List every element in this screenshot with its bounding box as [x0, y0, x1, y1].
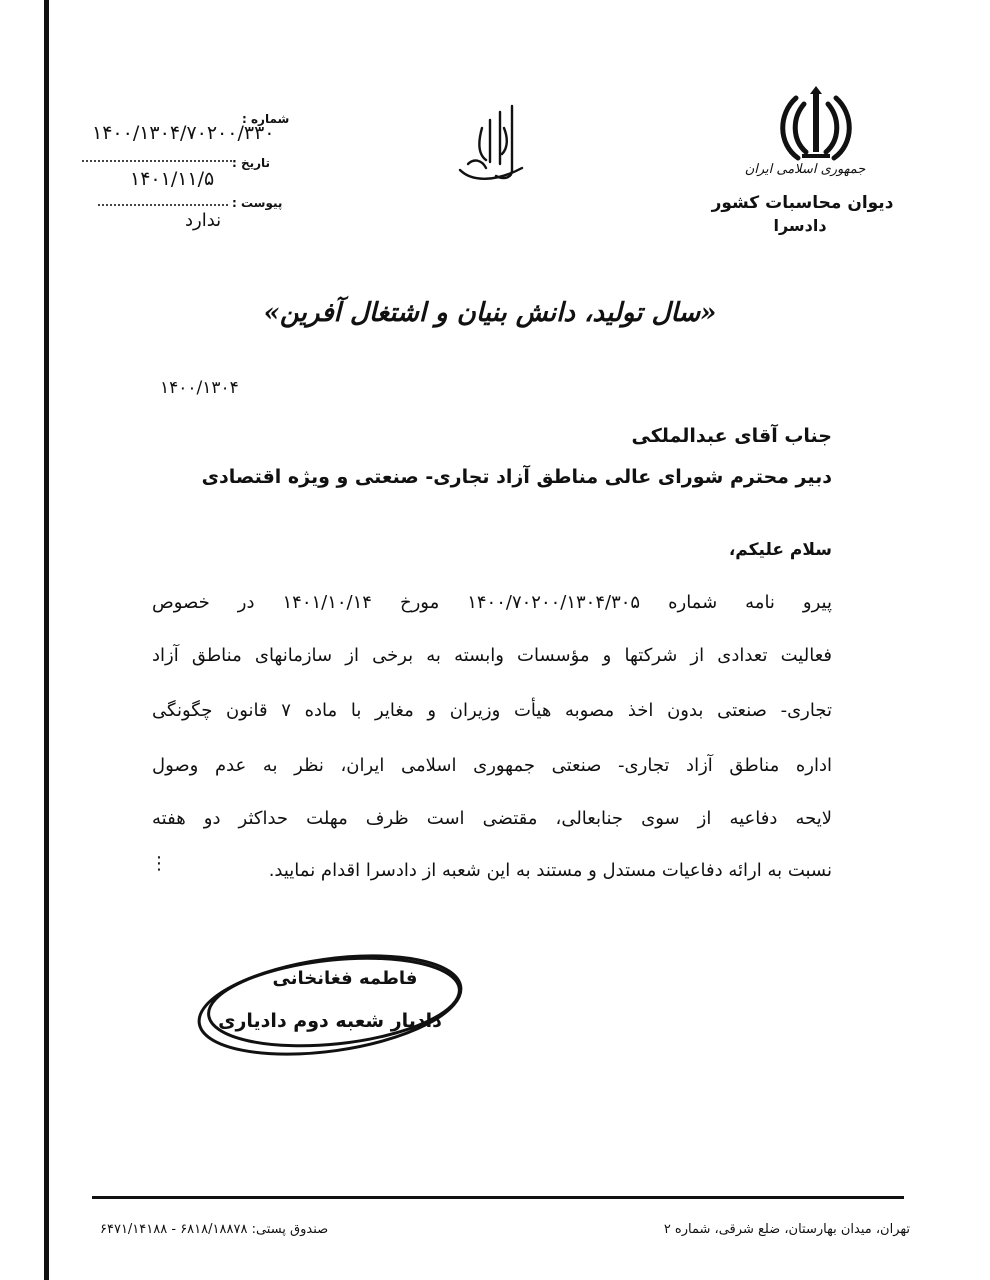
emblem-icon	[772, 84, 860, 168]
signatory-name: فاطمه فغانخانی	[272, 968, 418, 989]
margin-marks: ⋮	[150, 853, 168, 874]
date-dots	[82, 160, 232, 162]
body-line: پیرو نامه شماره ۱۴۰۰/۷۰۲۰۰/۱۳۰۴/۳۰۵ مورخ ۱۴۰۱/۱۰/۱۴ در خصوص	[152, 592, 832, 613]
addressee-name: جناب آقای عبدالملکی	[631, 425, 832, 447]
organization-name: دیوان محاسبات کشور	[711, 193, 894, 213]
attachment-label: پیوست :	[232, 196, 283, 210]
date-label: تاریخ :	[232, 156, 271, 170]
scan-page-edge	[44, 0, 49, 1280]
government-name: جمهوری اسلامی ایران	[744, 162, 866, 177]
footer	[100, 1222, 910, 1246]
footer-address: تهران، میدان بهارستان، ضلع شرقی، شماره ۲	[663, 1222, 910, 1237]
greeting: سلام علیکم،	[728, 540, 832, 560]
number-label: شماره :	[242, 112, 290, 126]
attachment-dots	[98, 204, 228, 206]
letter-number: ۱۴۰۰/۱۳۰۴/۷۰۲۰۰/۳۳۰	[92, 122, 275, 144]
body-line: لایحه دفاعیه از سوی جنابعالی، مقتضی است ظرف مهلت حداکثر دو هفته	[152, 808, 832, 829]
attachment-value: ندارد	[185, 210, 222, 231]
letter-date: ۱۴۰۱/۱۱/۵	[130, 168, 215, 190]
footer-rule	[92, 1196, 904, 1199]
body-line: اداره مناطق آزاد تجاری- صنعتی جمهوری اسلامی ایران، نظر به عدم وصول	[152, 755, 832, 776]
footer-postal: صندوق پستی: ۶۸۱۸/۱۸۸۷۸ - ۶۴۷۱/۱۴۱۸۸	[100, 1222, 329, 1237]
reference-number: ۱۴۰۰/۱۳۰۴	[160, 378, 239, 398]
signature-stamp-icon	[190, 950, 470, 1060]
calligraphy-bismillah-icon	[452, 98, 528, 188]
department-name: دادسرا	[773, 216, 827, 235]
body-line: تجاری- صنعتی بدون اخذ مصوبه هیأت وزیران و مغایر با ماده ۷ قانون چگونگی	[152, 700, 832, 721]
body-line: فعالیت تعدادی از شرکتها و مؤسسات وابسته به برخی از سازمانهای مناطق آزاد	[152, 645, 832, 666]
body-line: نسبت به ارائه دفاعیات مستدل و مستند به این شعبه از دادسرا اقدام نمایید.	[268, 860, 832, 881]
signatory-title: دادیار شعبه دوم دادیاری	[218, 1010, 442, 1032]
year-slogan: «سال تولید، دانش بنیان و اشتغال آفرین»	[263, 298, 717, 328]
addressee-title: دبیر محترم شورای عالی مناطق آزاد تجاری- صنعتی و ویژه اقتصادی	[201, 466, 832, 488]
